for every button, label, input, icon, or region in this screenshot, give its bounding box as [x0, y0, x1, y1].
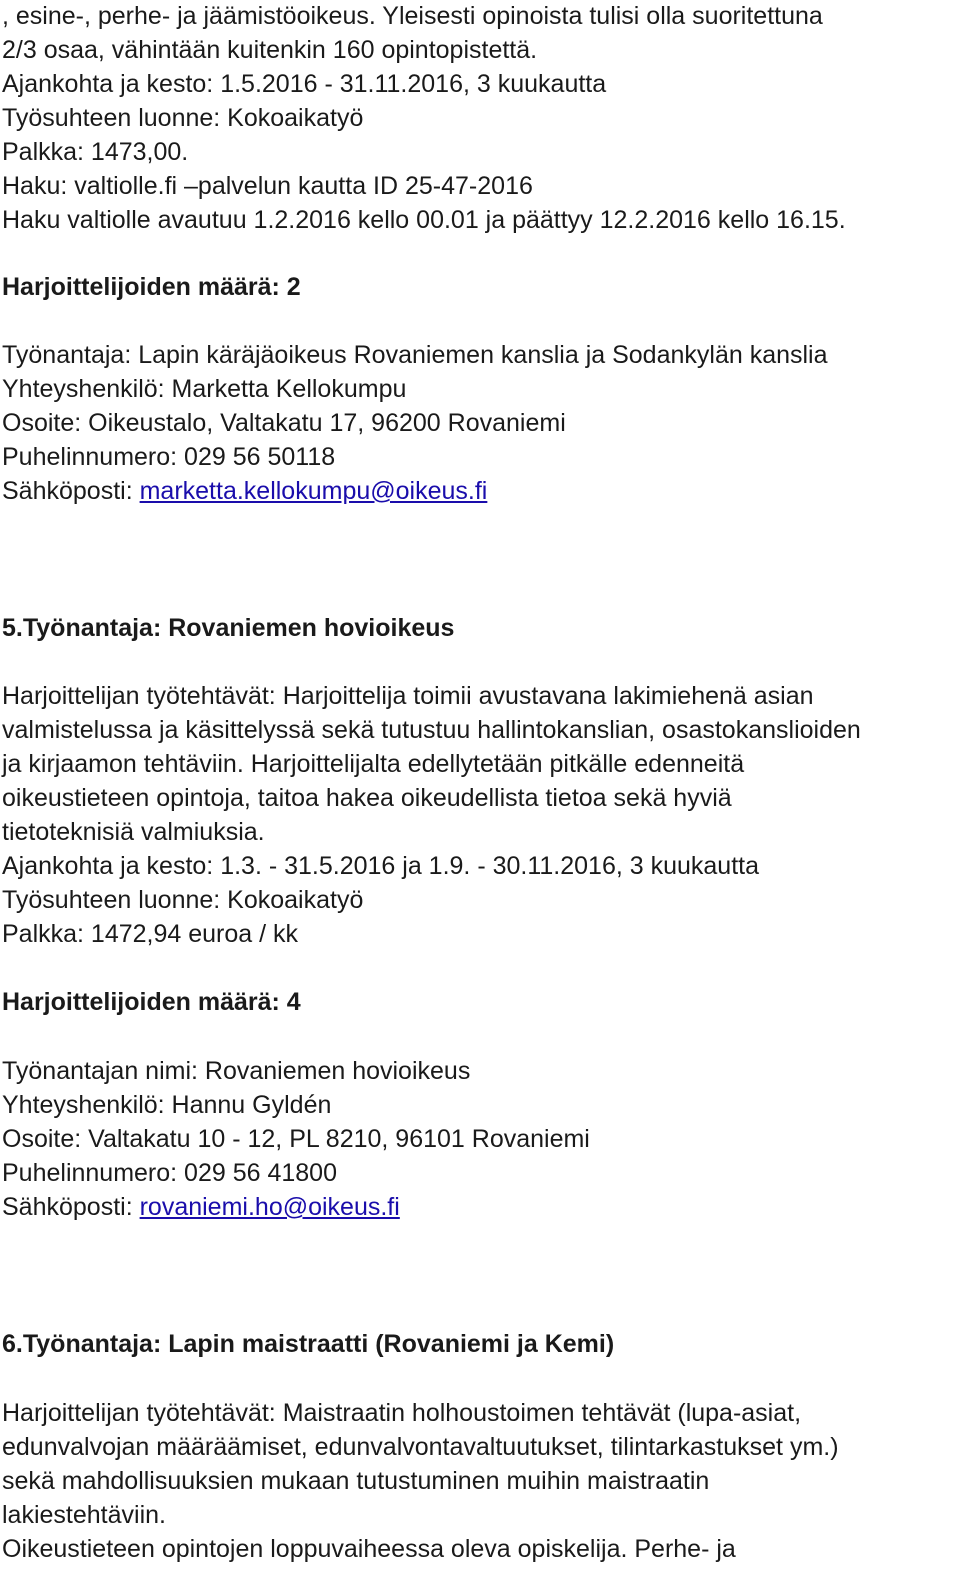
address-line: Osoite: Oikeustalo, Valtakatu 17, 96200 Rovaniemi: [2, 409, 566, 437]
phone-line: Puhelinnumero: 029 56 50118: [2, 443, 336, 471]
salary-line: Palkka: 1472,94 euroa / kk: [2, 920, 299, 948]
section-heading: 6.Työnantaja: Lapin maistraatti (Rovaniemi ja Kemi): [2, 1330, 615, 1358]
tasks-line: sekä mahdollisuuksien mukaan tutustuminen muihin maistraatin: [2, 1467, 710, 1495]
text-line: , esine-, perhe- ja jäämistöoikeus. Yleisesti opinoista tulisi olla suoritettuna: [2, 2, 823, 30]
employment-type-line: Työsuhteen luonne: Kokoaikatyö: [2, 104, 364, 132]
period-line: Ajankohta ja kesto: 1.5.2016 - 31.11.2016, 3 kuukautta: [2, 70, 607, 98]
tasks-line: oikeustieteen opintoja, taitoa hakea oikeudellista tietoa sekä hyviä: [2, 784, 732, 812]
tasks-line: tietoteknisiä valmiuksia.: [2, 818, 265, 846]
tasks-line: valmistelussa ja käsittelyssä sekä tutustuu hallintokanslian, osastokanslioiden: [2, 716, 861, 744]
email-label: Sähköposti:: [2, 477, 140, 505]
phone-line: Puhelinnumero: 029 56 41800: [2, 1159, 337, 1187]
text-line: 2/3 osaa, vähintään kuitenkin 160 opintopistettä.: [2, 36, 538, 64]
tasks-line: edunvalvojan määräämiset, edunvalvontavaltuutukset, tilintarkastukset ym.): [2, 1433, 839, 1461]
employment-type-line: Työsuhteen luonne: Kokoaikatyö: [2, 886, 364, 914]
period-line: Ajankohta ja kesto: 1.3. - 31.5.2016 ja 1.9. - 30.11.2016, 3 kuukautta: [2, 852, 760, 880]
trainee-count: Harjoittelijoiden määrä: 2: [2, 273, 301, 301]
trainee-count: Harjoittelijoiden määrä: 4: [2, 988, 301, 1016]
tasks-line: Harjoittelijan työtehtävät: Harjoittelija toimii avustavana lakimiehenä asian: [2, 682, 814, 710]
email-label: Sähköposti:: [2, 1193, 140, 1221]
employer-line: Työnantajan nimi: Rovaniemen hovioikeus: [2, 1057, 471, 1085]
contact-person-line: Yhteyshenkilö: Hannu Gyldén: [2, 1091, 332, 1119]
requirements-line: Oikeustieteen opintojen loppuvaiheessa oleva opiskelija. Perhe- ja: [2, 1535, 736, 1563]
tasks-line: lakiestehtäviin.: [2, 1501, 166, 1529]
address-line: Osoite: Valtakatu 10 - 12, PL 8210, 96101 Rovaniemi: [2, 1125, 590, 1153]
application-dates-line: Haku valtiolle avautuu 1.2.2016 kello 00.01 ja päättyy 12.2.2016 kello 16.15.: [2, 206, 846, 234]
email-line: [2, 1191, 400, 1223]
application-line: Haku: valtiolle.fi –palvelun kautta ID 25-47-2016: [2, 172, 533, 200]
contact-person-line: Yhteyshenkilö: Marketta Kellokumpu: [2, 375, 407, 403]
section-heading: 5.Työnantaja: Rovaniemen hovioikeus: [2, 614, 455, 642]
employer-line: Työnantaja: Lapin käräjäoikeus Rovaniemen kanslia ja Sodankylän kanslia: [2, 341, 828, 369]
email-line: [2, 475, 487, 507]
email-link[interactable]: marketta.kellokumpu@oikeus.fi: [139, 477, 488, 505]
salary-line: Palkka: 1473,00.: [2, 138, 189, 166]
email-link[interactable]: rovaniemi.ho@oikeus.fi: [139, 1193, 400, 1221]
tasks-line: ja kirjaamon tehtäviin. Harjoittelijalta edellytetään pitkälle edenneitä: [2, 750, 745, 778]
tasks-line: Harjoittelijan työtehtävät: Maistraatin holhoustoimen tehtävät (lupa-asiat,: [2, 1399, 802, 1427]
